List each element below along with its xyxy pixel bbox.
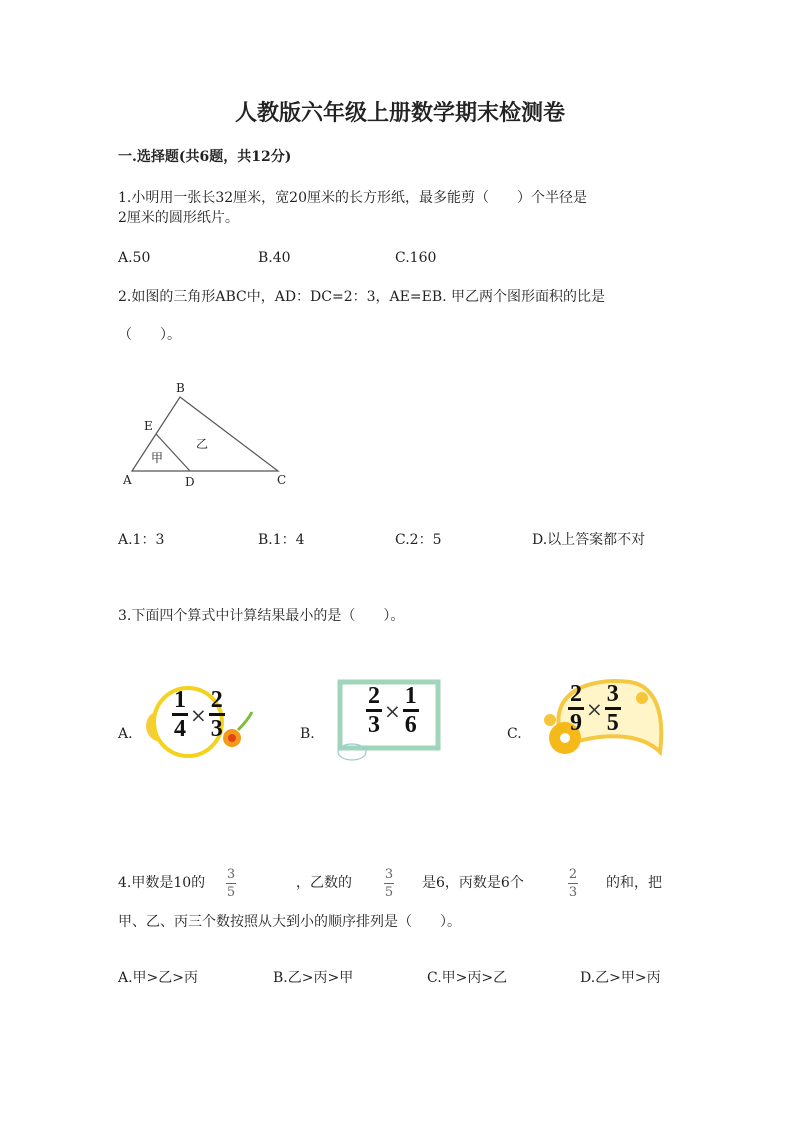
numerator: 3 (606, 681, 619, 707)
q1-text: 1.小明用一张长32厘米，宽20厘米的长方形纸，最多能剪（ ）个半径是 (118, 190, 587, 206)
denominator: 4 (174, 716, 186, 742)
denominator: 9 (570, 710, 582, 736)
q4-option-b: B.乙>丙>甲 (273, 970, 354, 986)
section-heading: 一.选择题(共6题，共12分) (118, 149, 292, 165)
q1-option-c: C.160 (395, 250, 437, 266)
label-jia: 甲 (151, 451, 164, 465)
q3-text: 3.下面四个算式中计算结果最小的是（ ）。 (118, 608, 405, 624)
denominator: 5 (226, 885, 236, 900)
fraction-3-5 (226, 867, 236, 900)
q4-text-part4: 的和，把 (606, 875, 662, 891)
q3-option-a-label: A. (118, 726, 133, 742)
numerator: 2 (568, 867, 578, 882)
label-e: E (144, 419, 153, 433)
q1-text-2: 2厘米的圆形纸片。 (118, 210, 239, 226)
times-sign: × (384, 698, 401, 723)
label-yi: 乙 (196, 437, 209, 451)
q2-option-d: D.以上答案都不对 (532, 532, 646, 548)
q4-option-d: D.乙>甲>丙 (580, 970, 661, 986)
label-c: C (277, 473, 287, 487)
q3-option-c-expression (568, 682, 621, 735)
denominator: 3 (210, 716, 223, 742)
label-a: A (123, 473, 132, 487)
q1-option-b: B.40 (258, 250, 291, 266)
q3-option-a-expression (172, 688, 225, 741)
numerator: 2 (210, 687, 223, 713)
denominator: 3 (368, 712, 380, 738)
times-sign: × (190, 702, 207, 727)
q4-text-part3: 是6，丙数是6个 (422, 875, 524, 891)
page-title: 人教版六年级上册数学期末检测卷 (234, 100, 565, 126)
q2-option-c: C.2：5 (395, 532, 442, 548)
numerator: 1 (174, 687, 186, 713)
times-sign: × (586, 696, 603, 721)
label-b: B (176, 381, 185, 395)
denominator: 3 (568, 885, 578, 900)
fraction-3-5 (384, 867, 394, 900)
q2-option-a: A.1：3 (118, 532, 165, 548)
numerator: 3 (226, 867, 236, 882)
q3-option-b-expression (366, 684, 419, 737)
q4-option-a: A.甲>乙>丙 (118, 970, 199, 986)
numerator: 3 (384, 867, 394, 882)
triangle-figure (0, 0, 800, 500)
numerator: 1 (404, 683, 417, 709)
fraction-2-3 (568, 867, 578, 900)
q2-text: 2.如图的三角形ABC中，AD：DC=2：3，AE=EB. 甲乙两个图形面积的比是 (118, 289, 606, 305)
numerator: 2 (570, 681, 582, 707)
q1-option-a: A.50 (118, 250, 151, 266)
q2-option-b: B.1：4 (258, 532, 305, 548)
q4-text-2: 甲、乙、丙三个数按照从大到小的顺序排列是（ ）。 (118, 914, 461, 930)
label-d: D (185, 475, 195, 489)
denominator: 5 (606, 710, 619, 736)
q2-text-2: （ ）。 (118, 327, 181, 343)
q3-option-c-label: C. (507, 726, 522, 742)
q4-option-c: C.甲>丙>乙 (427, 970, 508, 986)
denominator: 6 (404, 712, 417, 738)
q3-option-b-label: B. (300, 726, 315, 742)
denominator: 5 (384, 885, 394, 900)
numerator: 2 (368, 683, 380, 709)
q4-text-part1: 4.甲数是10的 (118, 875, 206, 891)
q4-text-part2: ，乙数的 (296, 875, 352, 891)
